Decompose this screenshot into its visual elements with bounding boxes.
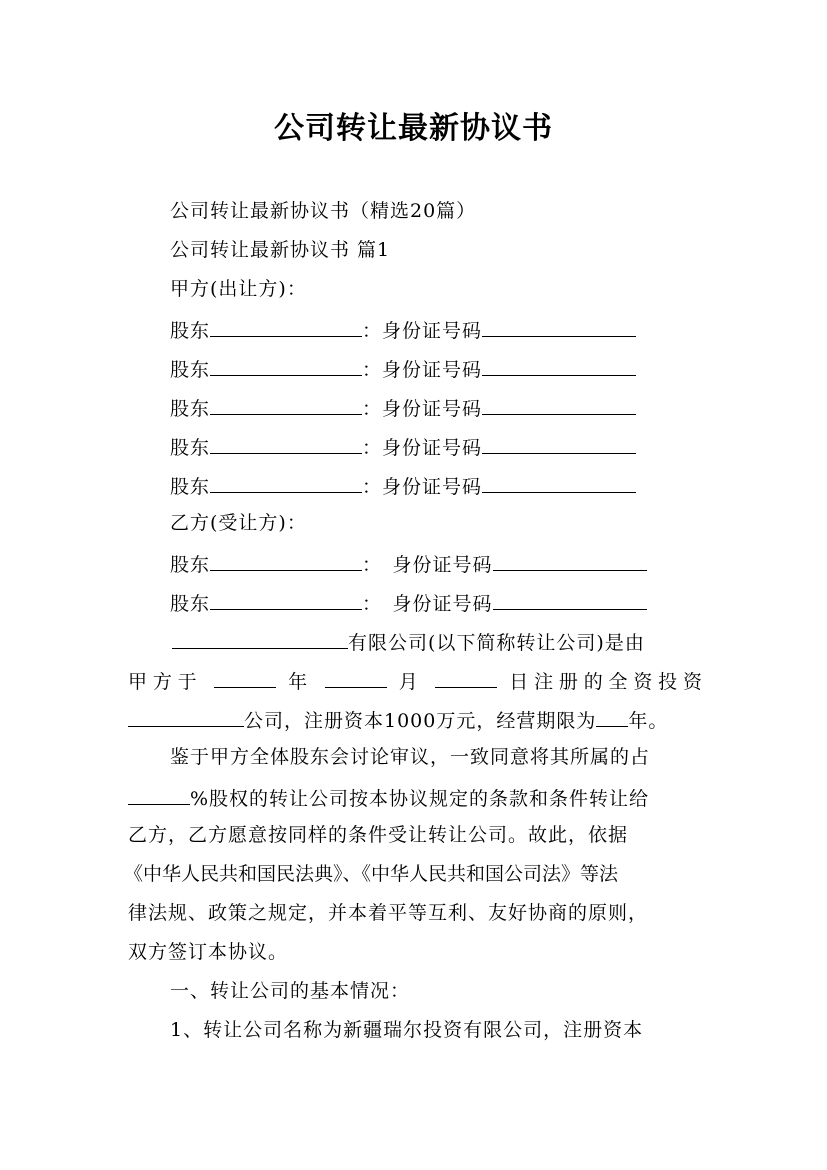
month-blank[interactable] <box>325 666 387 688</box>
paragraph-2-line-4: 《中华人民共和国民法典》、《中华人民共和国公司法》等法 <box>124 863 619 885</box>
paragraph-2-line-2 <box>128 783 649 812</box>
paragraph-2-line-6: 双方签订本协议。 <box>128 941 289 963</box>
year-blank[interactable] <box>214 666 276 688</box>
party-a-shareholder-line <box>170 471 636 500</box>
party-b-label: 乙方(受让方)： <box>170 512 307 534</box>
id-label: ：身份证号码 <box>362 398 483 420</box>
id-label: ：身份证号码 <box>362 476 483 498</box>
id-label: ：身份证号码 <box>362 320 483 342</box>
shareholder-name-blank[interactable] <box>210 432 362 454</box>
id-number-blank[interactable] <box>493 549 647 571</box>
chapter-heading: 公司转让最新协议书 篇1 <box>170 239 391 261</box>
id-number-blank[interactable] <box>482 471 636 493</box>
id-label: ： 身份证号码 <box>362 554 493 576</box>
intro-text: 日注册的全资投资 <box>509 671 703 693</box>
id-number-blank[interactable] <box>493 588 647 610</box>
intro-text: 公司，注册资本1000万元，经营期限为 <box>244 710 597 732</box>
shareholder-name-blank[interactable] <box>210 354 362 376</box>
party-a-shareholder-line <box>170 315 636 344</box>
paragraph-2-line-3: 乙方，乙方愿意按同样的条件受让转让公司。故此，依据 <box>128 824 629 846</box>
shareholder-name-blank[interactable] <box>210 471 362 493</box>
intro-text: 甲方于 <box>128 671 203 693</box>
id-number-blank[interactable] <box>482 393 636 415</box>
day-blank[interactable] <box>435 666 497 688</box>
id-label: ： 身份证号码 <box>362 593 493 615</box>
intro-line-3 <box>128 705 668 734</box>
shareholder-name-blank[interactable] <box>210 315 362 337</box>
intro-line-2 <box>128 666 703 695</box>
shareholder-label: 股东 <box>170 476 211 498</box>
shareholder-name-blank[interactable] <box>210 393 362 415</box>
intro-text: 有限公司(以下简称转让公司)是由 <box>348 632 645 654</box>
party-a-shareholder-line <box>170 354 636 383</box>
intro-text: 年 <box>288 671 313 693</box>
shareholder-label: 股东 <box>170 320 211 342</box>
shareholder-name-blank[interactable] <box>210 588 362 610</box>
id-number-blank[interactable] <box>482 315 636 337</box>
id-number-blank[interactable] <box>482 354 636 376</box>
intro-line-1 <box>172 627 645 656</box>
shareholder-label: 股东 <box>170 359 211 381</box>
document-subtitle: 公司转让最新协议书（精选20篇） <box>170 200 477 222</box>
section-1-item-1: 1、转让公司名称为新疆瑞尔投资有限公司，注册资本 <box>170 1019 644 1041</box>
percent-blank[interactable] <box>128 783 190 805</box>
party-a-label: 甲方(出让方)： <box>170 278 307 300</box>
company-name-blank[interactable] <box>172 627 348 649</box>
shareholder-label: 股东 <box>170 437 211 459</box>
paragraph-2-line-5: 律法规、政策之规定，并本着平等互利、友好协商的原则， <box>128 902 649 924</box>
shareholder-label: 股东 <box>170 398 211 420</box>
id-number-blank[interactable] <box>482 432 636 454</box>
intro-text: 月 <box>398 671 424 693</box>
term-blank[interactable] <box>596 705 628 727</box>
shareholder-label: 股东 <box>170 593 211 615</box>
paragraph-2-line-1: 鉴于甲方全体股东会讨论审议，一致同意将其所属的占 <box>170 746 651 768</box>
intro-text: 年。 <box>628 710 669 732</box>
party-b-shareholder-line <box>170 549 647 578</box>
party-b-shareholder-line <box>170 588 647 617</box>
document-title: 公司转让最新协议书 <box>274 111 553 146</box>
id-label: ：身份证号码 <box>362 437 483 459</box>
id-label: ：身份证号码 <box>362 359 483 381</box>
shareholder-name-blank[interactable] <box>210 549 362 571</box>
party-a-shareholder-line <box>170 432 636 461</box>
shareholder-label: 股东 <box>170 554 211 576</box>
paragraph-text: %股权的转让公司按本协议规定的条款和条件转让给 <box>190 788 650 810</box>
company-type-blank[interactable] <box>128 705 244 727</box>
party-a-shareholder-line <box>170 393 636 422</box>
section-1-heading: 一、转让公司的基本情况： <box>170 980 411 1002</box>
